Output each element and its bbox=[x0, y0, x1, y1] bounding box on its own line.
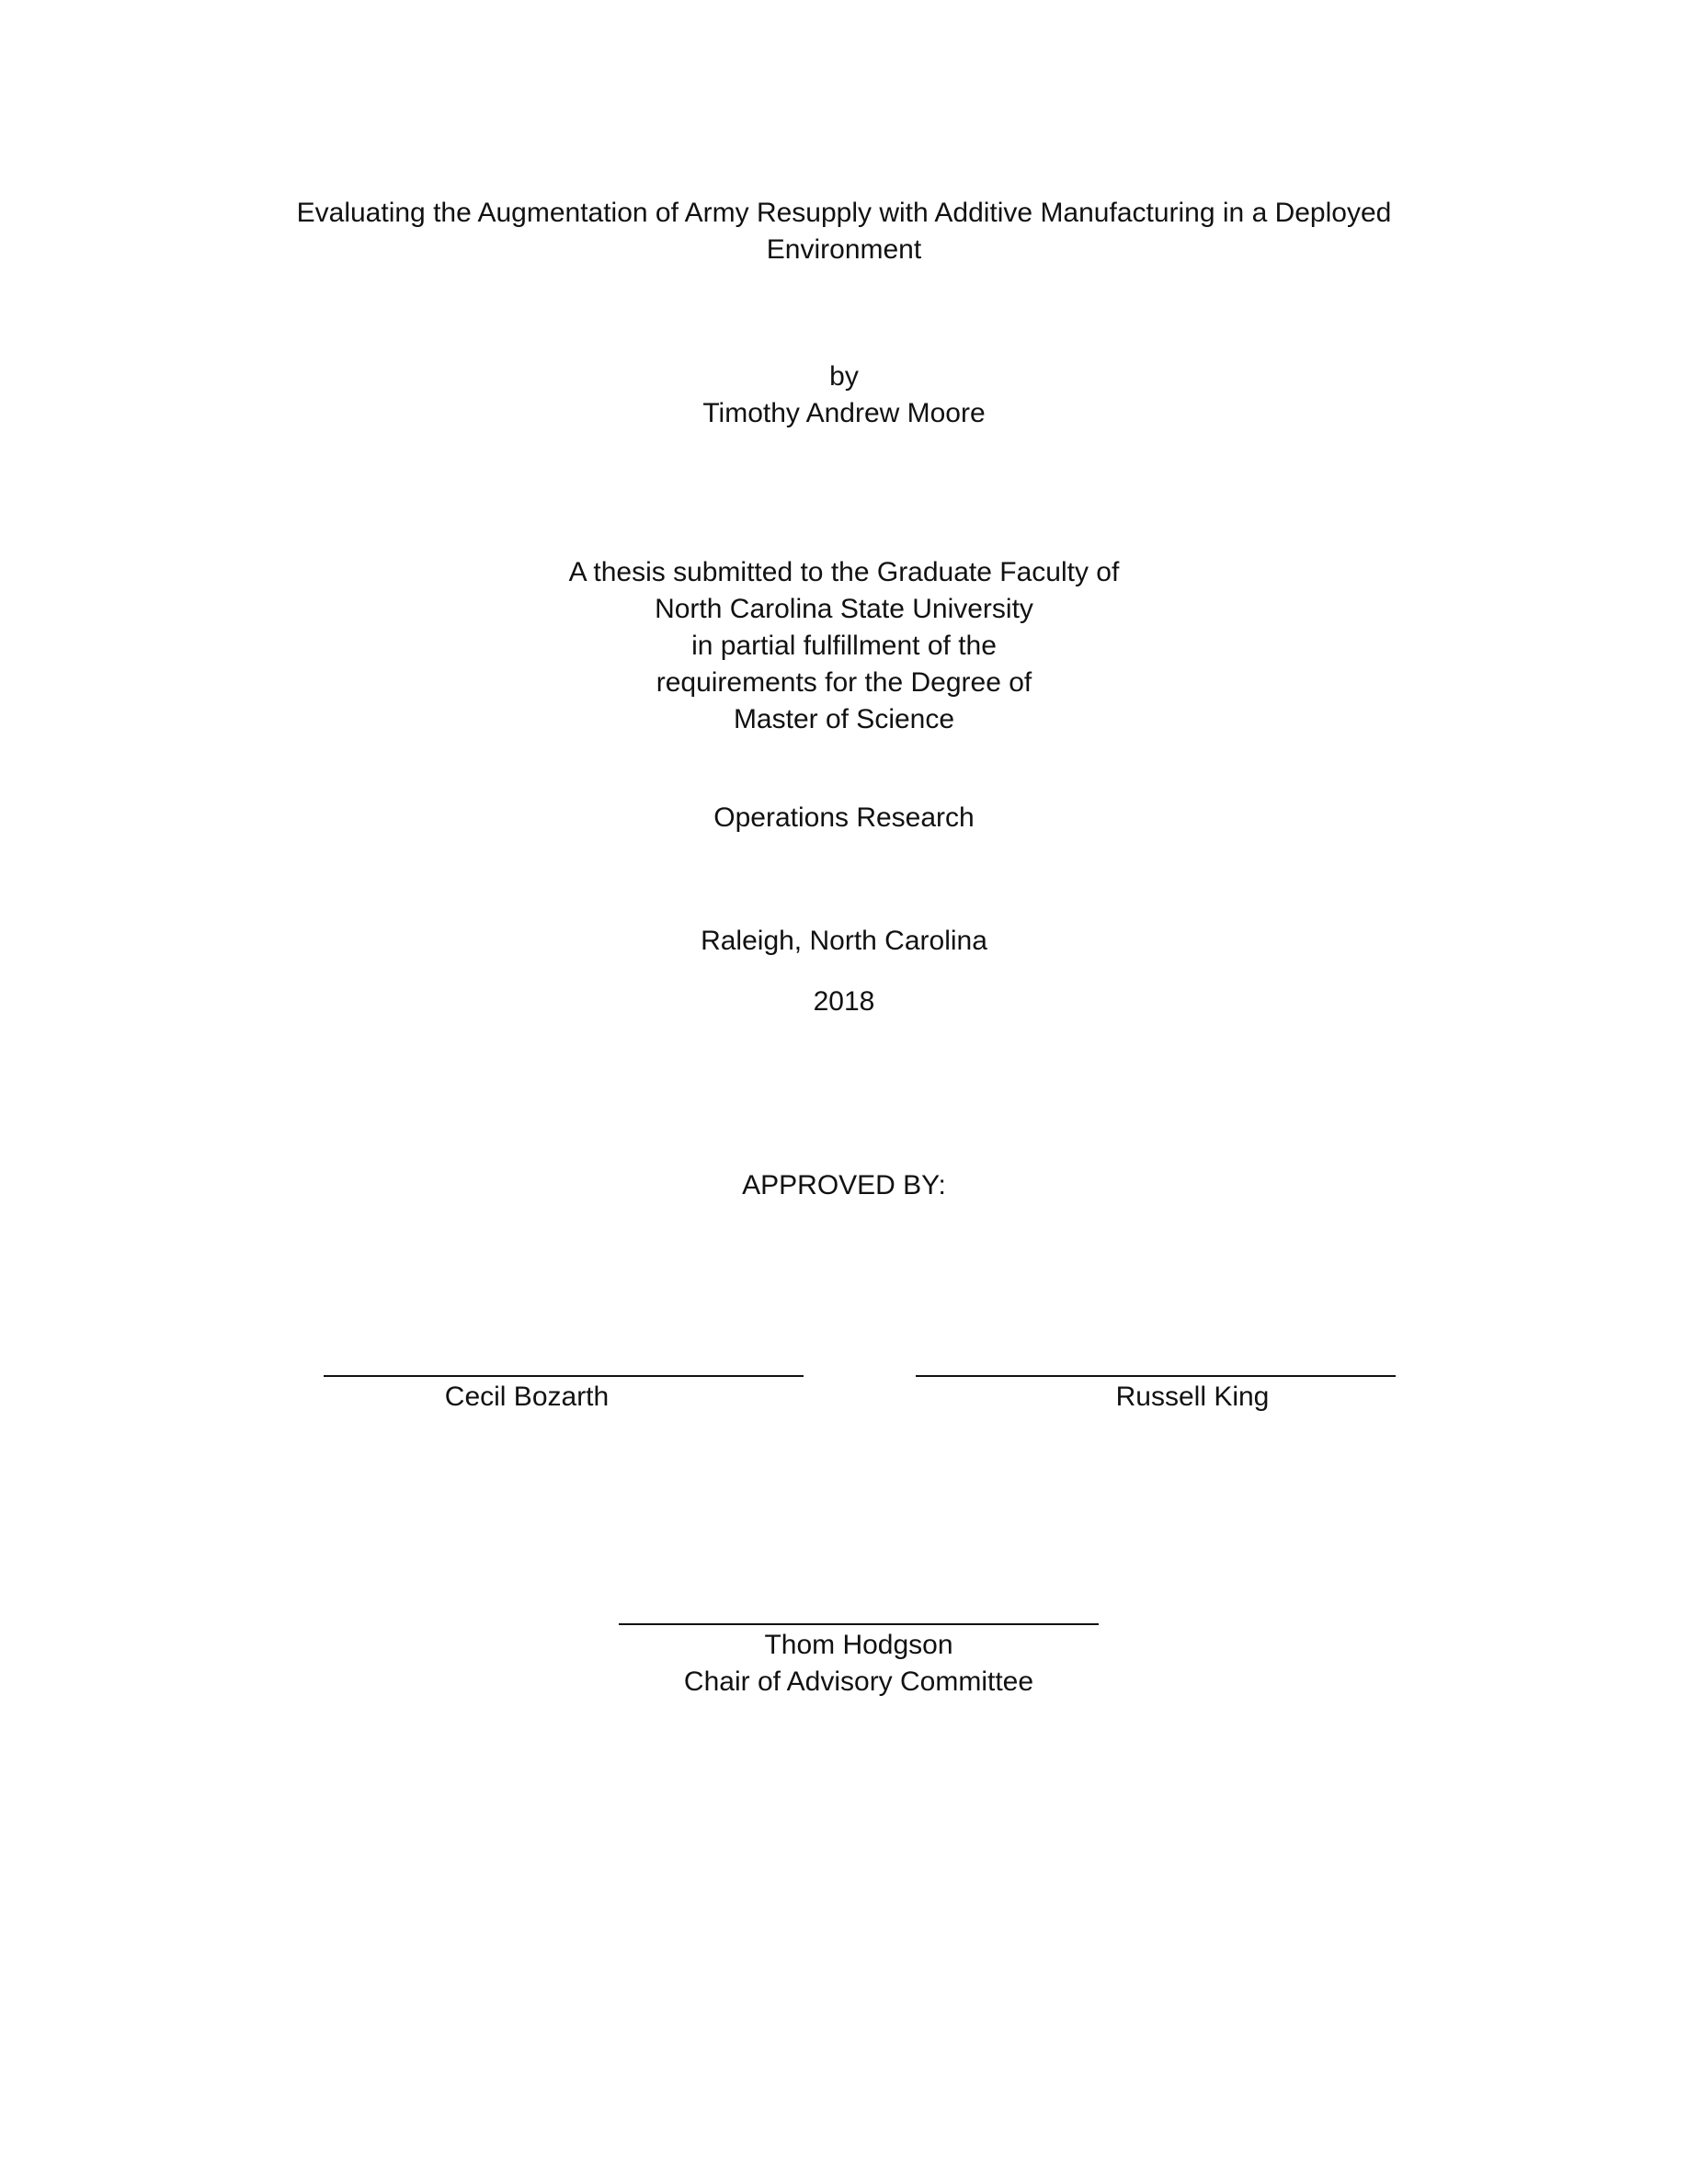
signature-block-right bbox=[916, 1375, 1396, 1416]
approved-by-label: APPROVED BY: bbox=[742, 1170, 946, 1200]
submission-line-2: North Carolina State University bbox=[655, 594, 1033, 624]
signature-block-left bbox=[324, 1375, 804, 1416]
submission-line-4: requirements for the Degree of bbox=[656, 667, 1032, 698]
author-name: Timothy Andrew Moore bbox=[702, 398, 986, 428]
program-name: Operations Research bbox=[713, 802, 975, 833]
year: 2018 bbox=[813, 986, 875, 1017]
signatory-name: Cecil Bozarth bbox=[444, 1382, 610, 1412]
submission-statement bbox=[0, 554, 1688, 738]
submission-line-3: in partial fulfillment of the bbox=[691, 631, 997, 661]
signature-line bbox=[619, 1623, 1099, 1625]
by-label: by bbox=[829, 361, 859, 392]
chair-role: Chair of Advisory Committee bbox=[683, 1666, 1034, 1697]
signature-block-chair bbox=[619, 1623, 1099, 1701]
byline bbox=[0, 358, 1688, 432]
submission-line-1: A thesis submitted to the Graduate Faculty of bbox=[568, 557, 1120, 587]
signature-line bbox=[916, 1375, 1396, 1377]
location: Raleigh, North Carolina bbox=[701, 926, 987, 956]
chair-name: Thom Hodgson bbox=[764, 1630, 953, 1660]
submission-line-5: Master of Science bbox=[733, 704, 955, 734]
thesis-title-line-2: Environment bbox=[766, 234, 922, 265]
signature-line bbox=[324, 1375, 804, 1377]
thesis-title bbox=[0, 195, 1688, 268]
signatory-name: Russell King bbox=[1115, 1382, 1270, 1412]
thesis-title-line-1: Evaluating the Augmentation of Army Resupply with Additive Manufacturing in a Deployed bbox=[296, 198, 1392, 228]
